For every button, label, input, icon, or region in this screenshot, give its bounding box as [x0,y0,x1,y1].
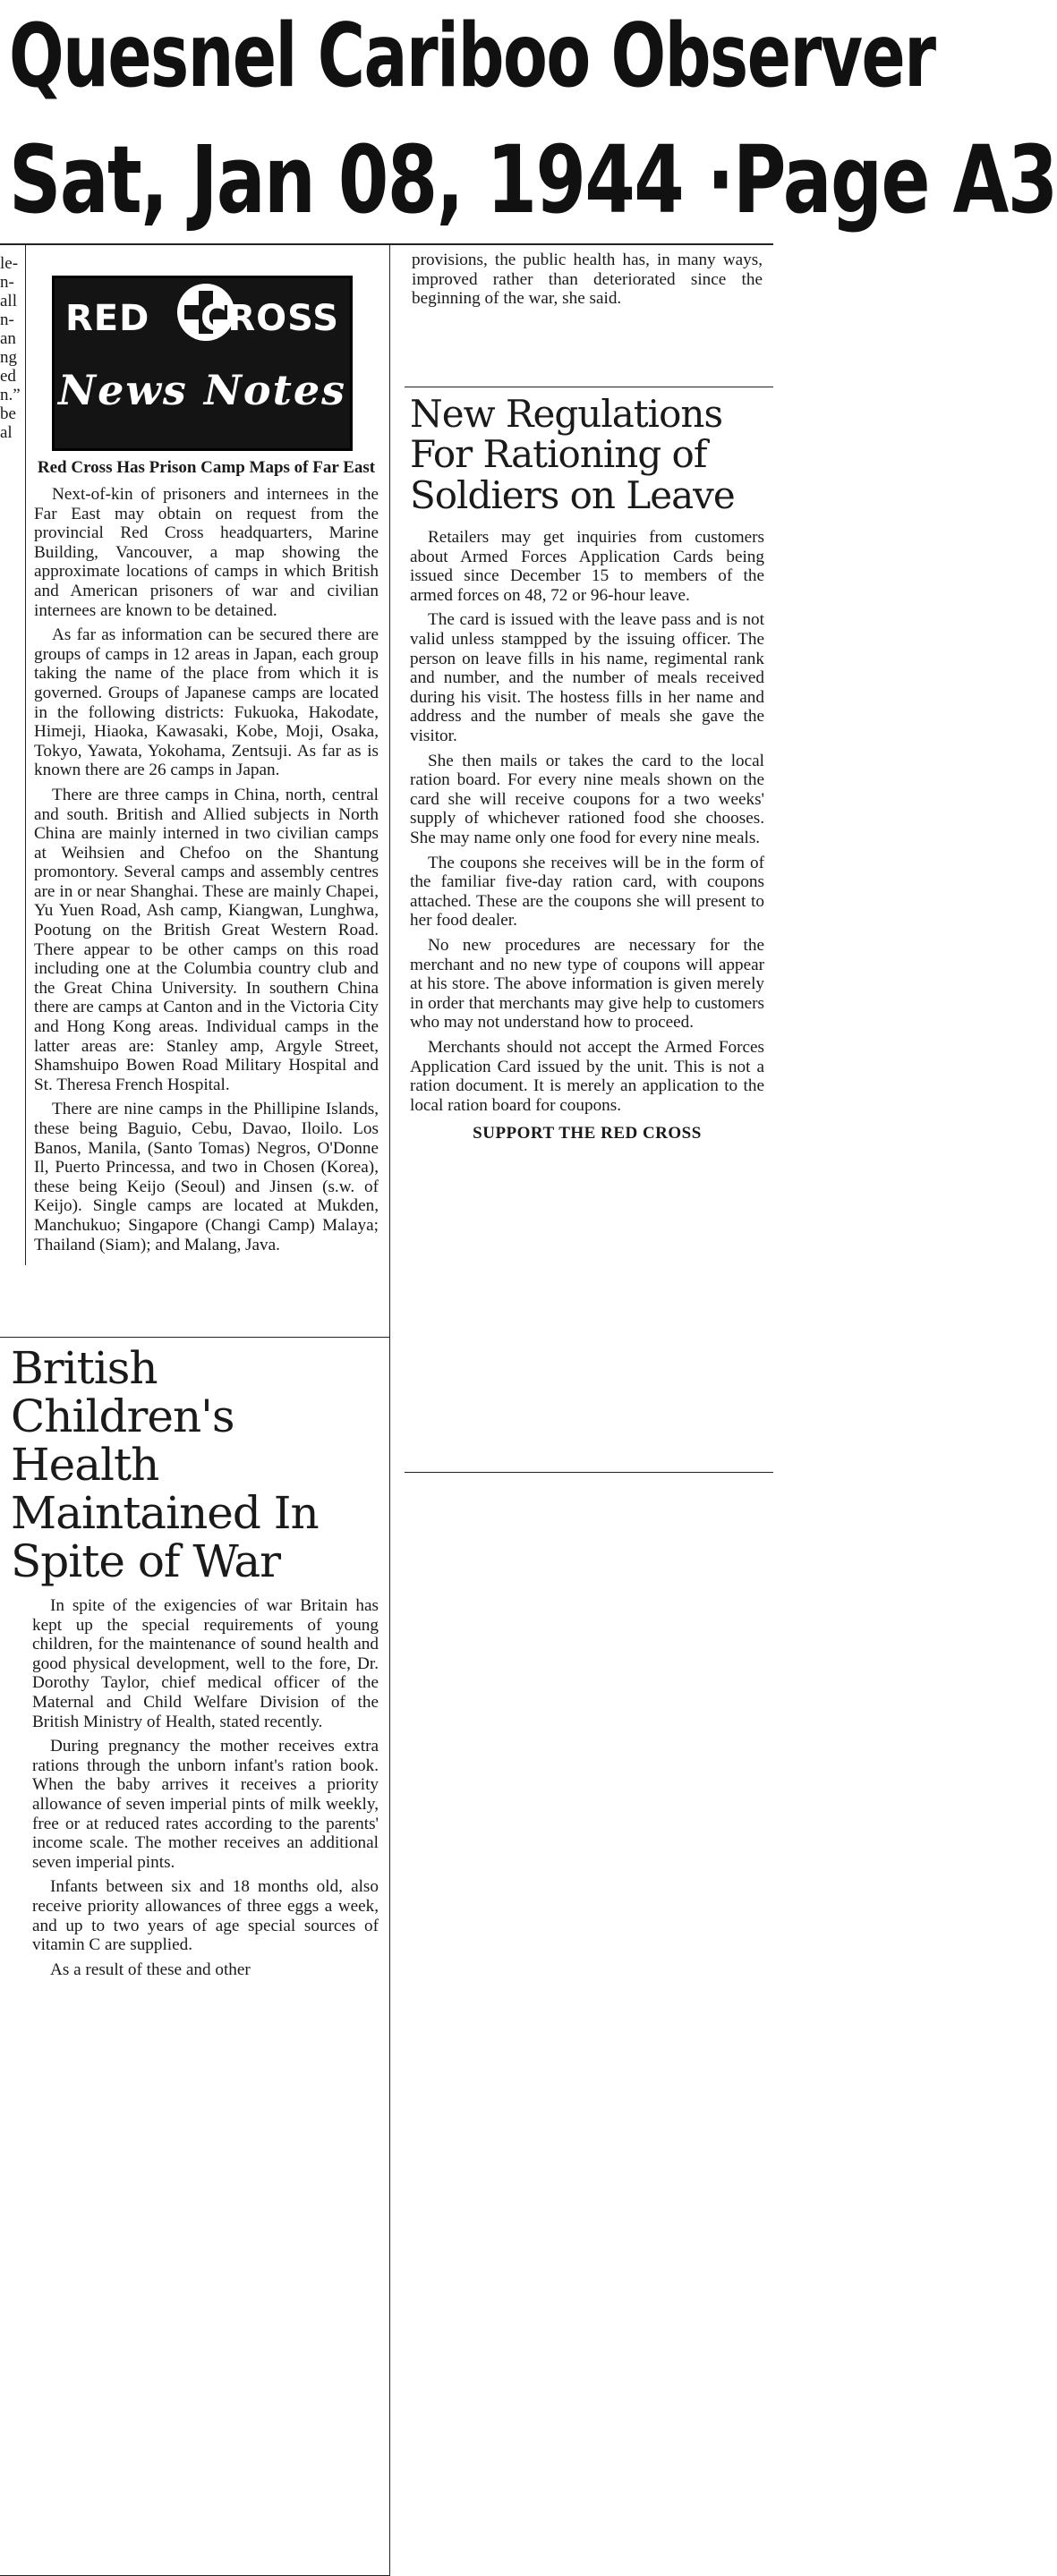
newspaper-name: Quesnel Cariboo Observer [9,5,935,107]
banner-word-cross: CROSS [200,298,339,339]
banner-word-red: RED [65,298,150,339]
article2-paragraph: In spite of the exigencies of war Britain has kept up the special requirements of young children, for the maintenance of sound health and good physical development, well to the fore, Dr. Dorothy Taylor, chief medical officer of the Maternal and Child Welfare Division of the British Ministry of Health, stated recently. [32,1596,379,1731]
article1-paragraph: Next-of-kin of prisoners and internees in the Far East may obtain on request from the provincial Red Cross headquarters, Marine Building, Vancouver, a map showing the approximate locations of camps in which British and American prisoners of war and civilian internees are known to be detained. [34,485,379,620]
article3-headline: New Regulations For Rationing of Soldiers on Leave [410,392,735,517]
adjacent-column-fragment [0,254,25,442]
article3-paragraph: The coupons she receives will be in the form of the familiar five-day ration card, with coupons attached. These are the coupons she will present to her food dealer. [410,853,764,931]
article1-paragraph: There are three camps in China, north, central and south. British and Allied subjects in North China are mainly interned in two civilian camps at Weihsien and Chefoo on the Shantung promontory. Several camps and assembly centres are in or near Shanghai. These are mainly Chapei, Yu Yuen Road, Ash camp, Kiangwan, Lunghwa, Pootung on the British Great Western Road. There appear to be other camps on this road including one at the Columbia country club and the Great China University. In southern China there are camps at Canton and in the Victoria City and Hong Kong areas. Individual camps in the latter areas are: Stanley amp, Argyle Street, Shamshuipo Bowen Road Military Hospital and St. Theresa French Hospital. [34,785,379,1094]
article2-paragraph: As a result of these and other [50,1960,251,1979]
article-rationing-soldiers-leave [410,394,764,1143]
article3-paragraph: Merchants should not accept the Armed Forces Application Card issued by the unit. This is not a ration document. It is merely an application to the local ration board for coupons. [410,1037,764,1115]
article3-bottom-rule [405,1472,773,1473]
support-red-cross-slogan: SUPPORT THE RED CROSS [473,1124,702,1143]
article3-paragraph: The card is issued with the leave pass and is not valid unless stampped by the issuing officer. The person on leave fills in his name, regimental rank and number, and the number of meals received during his visit. The hostess fills in her name and address and the number of meals she gave the visitor. [410,610,764,746]
red-cross-news-notes-banner [52,276,353,451]
banner-subtitle: News Notes [58,366,346,414]
article3-paragraph: Retailers may get inquiries from customers about Armed Forces Application Cards being issued since December 15 to members of the armed forces on 48, 72 or 96-hour leave. [410,528,764,605]
article2-continued-text: provisions, the public health has, in many ways, improved rather than deteriorated since the beginning of the war, she said. [412,251,763,309]
fragment-line: be [0,404,16,423]
masthead [0,0,1057,242]
fragment-line: ed [0,367,16,386]
article3-paragraph: No new procedures are necessary for the merchant and no new type of coupons will appear at his store. The above information is given merely in order that merchants may give help to customers who may not understand how to proceed. [410,935,764,1033]
fragment-line: ng [0,348,17,367]
article-prison-camp-maps [34,458,379,1260]
article2-paragraph: Infants between six and 18 months old, also receive priority allowances of three eggs a week, and up to two years of age special sources of vitamin C are supplied. [32,1877,379,1955]
fragment-line: le- [0,254,19,273]
fragment-line: n.” [0,386,21,404]
fragment-line: n- [0,273,14,292]
column-rule-middle [389,245,390,2576]
fragment-line: al [0,423,13,442]
article2-paragraph: During pregnancy the mother receives extra rations through the unborn infant's ration book. When the baby arrives it receives a priority allowance of seven imperial pints of milk weekly, free or at reduced rates according to the parents' income scale. The mother receives an additional seven imperial pints. [32,1737,379,1872]
article3-paragraph: She then mails or takes the card to the local ration board. For every nine meals shown on the card she will receive coupons for a two weeks' supply of whichever rationed food she chooses. She may name only one food for every nine meals. [410,751,764,847]
article2-top-rule [0,1337,389,1338]
column-rule-left [25,245,26,1265]
masthead-rule [0,243,773,245]
article-british-children [11,1344,379,1985]
article2-continuation [412,251,763,314]
date-and-page: Sat, Jan 08, 1944 ·Page A3 [9,125,1057,234]
fragment-line: n- [0,310,14,329]
article2-headline: British Children's Health Maintained In Spite of War [11,1342,319,1587]
article1-paragraph: There are nine camps in the Phillipine Islands, these being Baguio, Cebu, Davao, Iloilo. Los Banos, Manila, (Santo Tomas) Negros, O'Donne Il, Puerto Princessa, and two in Chosen (Korea), these being Keijo (Seoul) and Jinsen (s.w. of Keijo). Single camps are located at Mukden, Manchukuo; Singapore (Changi Camp) Malaya; Thailand (Siam); and Malang, Java. [34,1100,379,1254]
article1-paragraph: As far as information can be secured there are groups of camps in 12 areas in Japan, each group taking the name of the place from which it is governed. Groups of Japanese camps are located in the following districts: Fukuoka, Hakodate, Himeji, Hiaoka, Kawasaki, Kobe, Moji, Osaka, Tokyo, Yawata, Yokohama, Zentsuji. As far as is known there are 26 camps in Japan. [34,625,379,780]
article1-subheadline: Red Cross Has Prison Camp Maps of Far East [37,458,376,477]
fragment-line: an [0,329,16,348]
fragment-line: all [0,292,17,310]
